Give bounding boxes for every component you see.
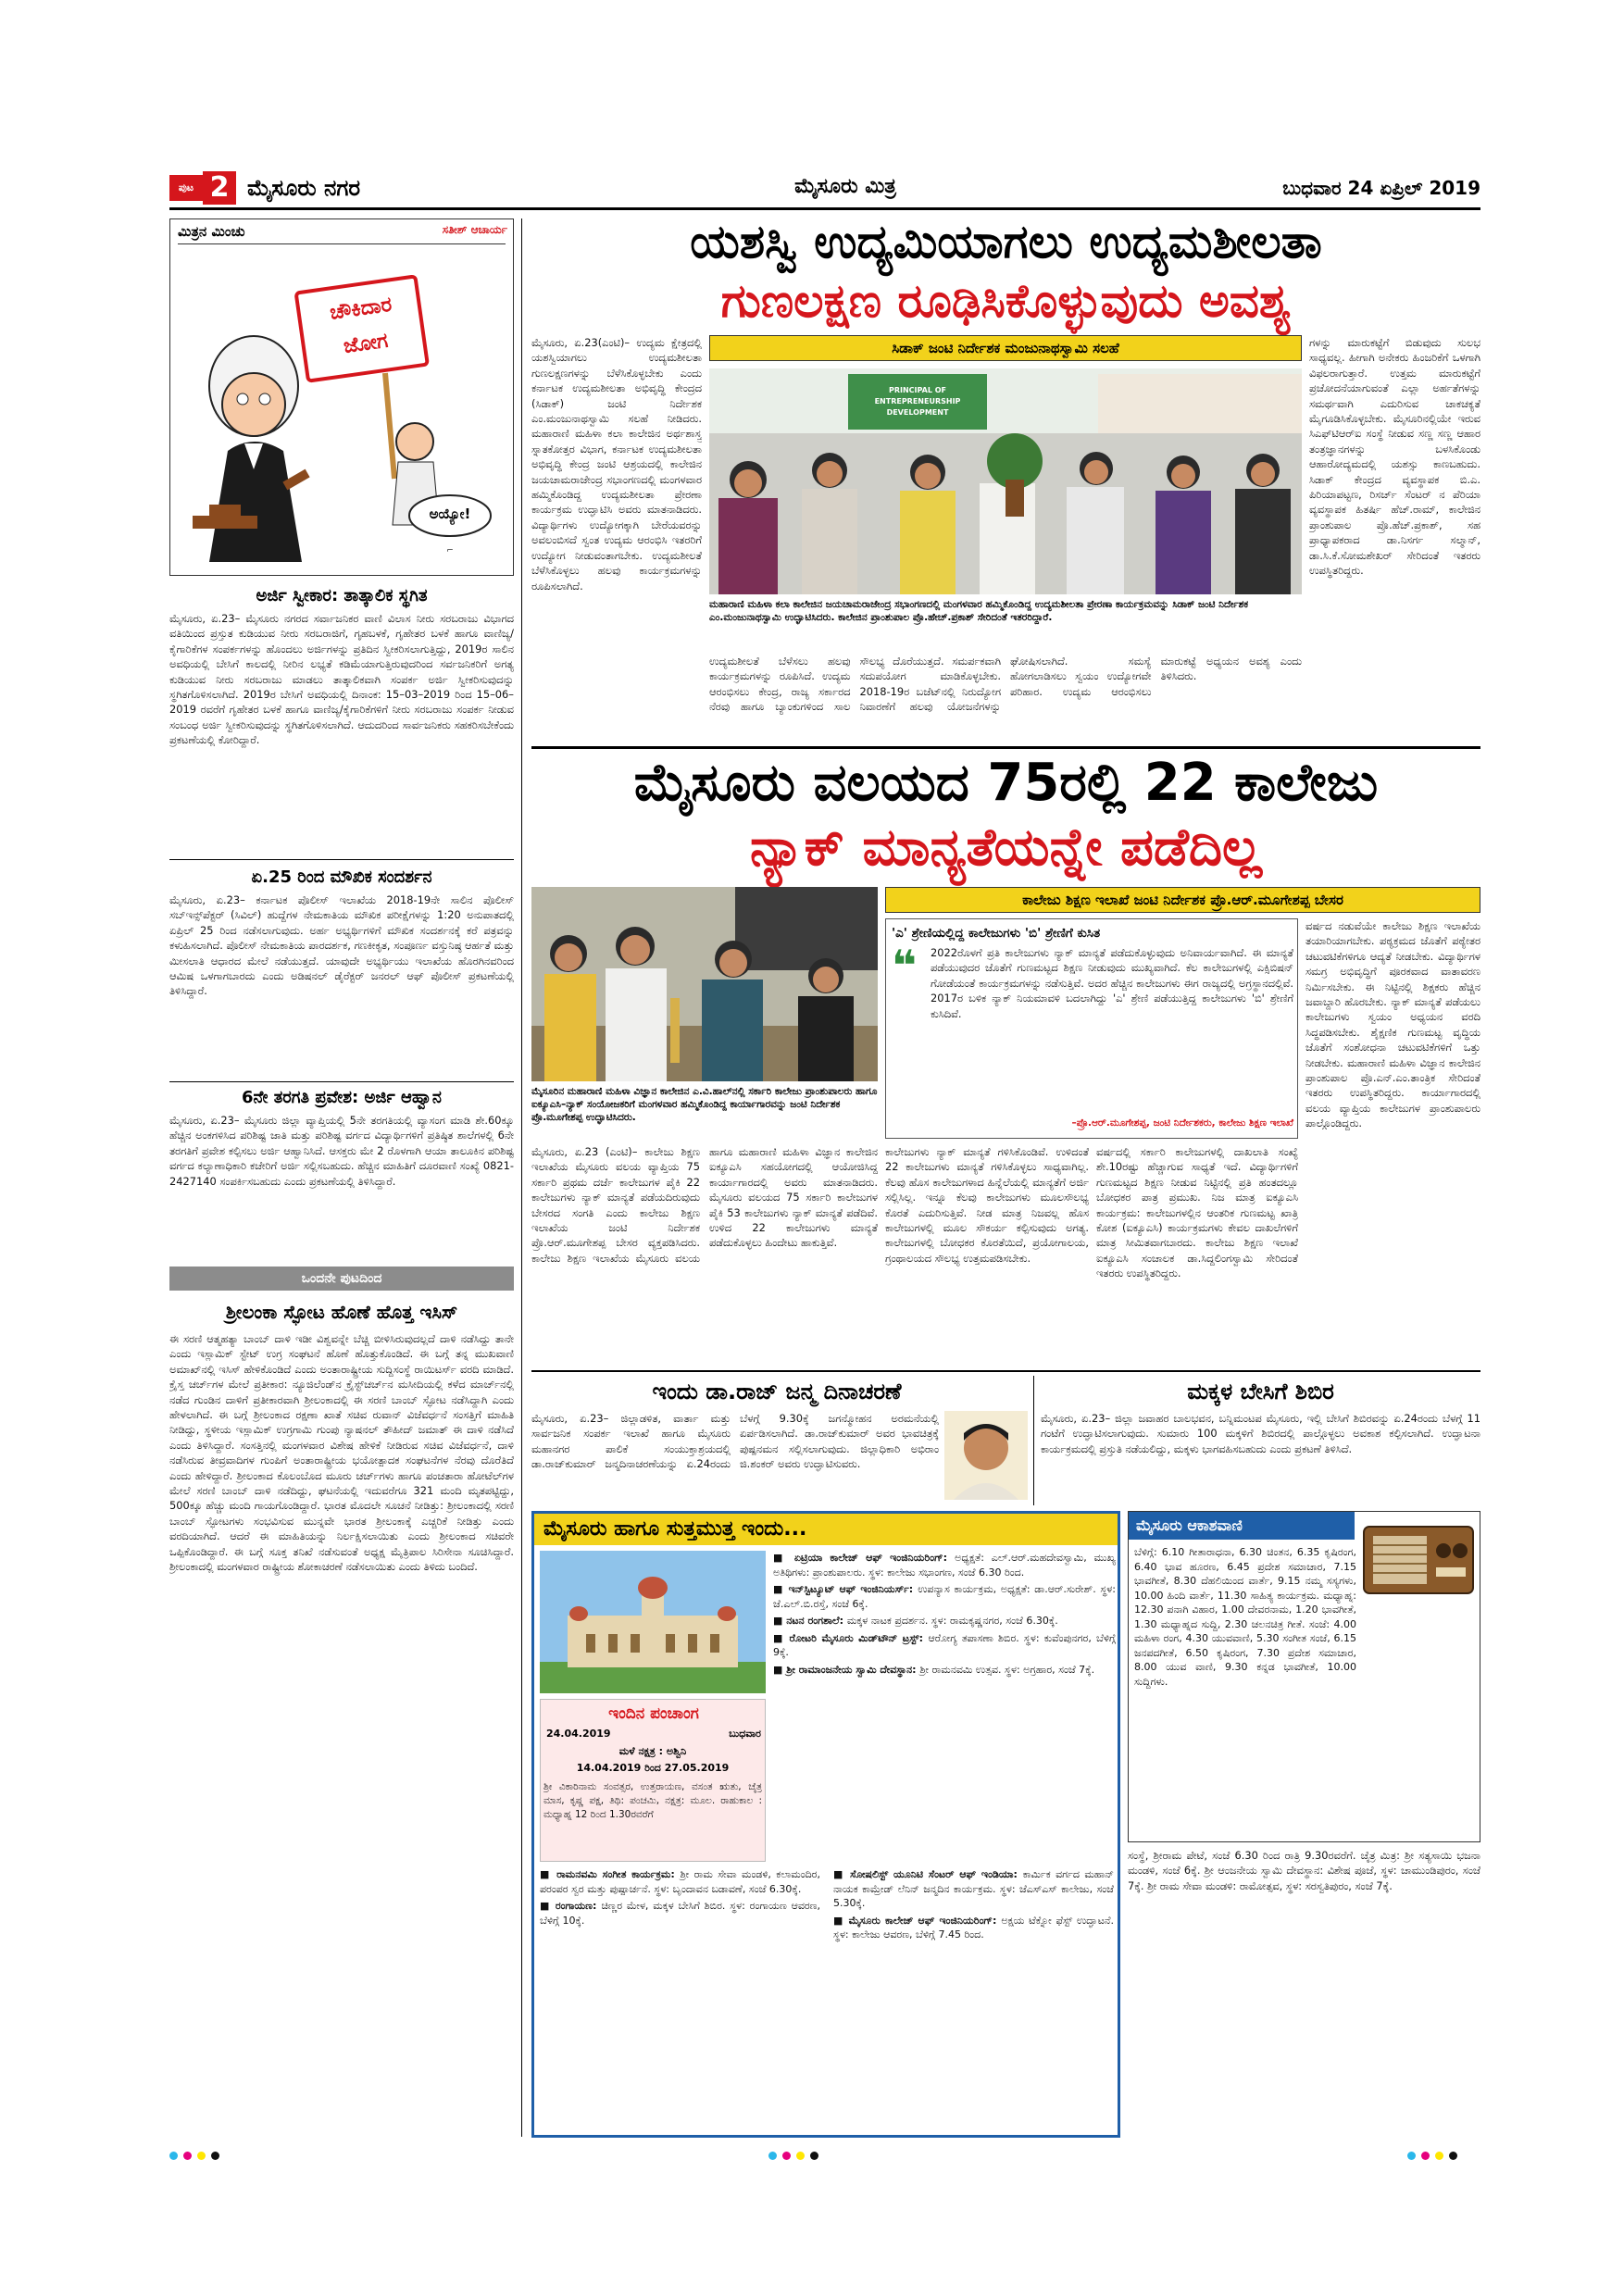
event-item-text: ಉಪನ್ಯಾಸ ಕಾರ್ಯಕ್ರಮ, ಅಧ್ಯಕ್ಷತೆ: ಡಾ.ಆರ್.ಸುರೇಶ್. ಸ್ಥಳ: ಜೆ.ಎಲ್.ಬಿ.ರಸ್ತೆ, ಸಂಜೆ 6ಕ್ಕೆ.	[773, 1583, 1116, 1610]
continued-band: ಒಂದನೇ ಪುಟದಿಂದ	[169, 1267, 514, 1291]
story2-headline-1: ಮೈಸೂರು ವಲಯದ 75ರಲ್ಲಿ 22 ಕಾಲೇಜು	[633, 753, 1379, 813]
s4-body: ಈ ಸರಣಿ ಆತ್ಮಹತ್ಯಾ ಬಾಂಬ್ ದಾಳಿ ಇಡೀ ವಿಶ್ವವನ್ನೇ ಬೆಚ್ಚಿ ಬೀಳಿಸಿರುವುದಲ್ಲದೆ ದಾಳಿ ನಡೆಸಿದ್ದು ತಾನೇ ಎಂದು ಇಸ್ಲಾಮಿಕ್ ಸ್ಟೇಟ್ ಉಗ್ರ ಸಂಘಟನೆ ಹೊಣೆ ಹೊತ್ತುಕೊಂಡಿದೆ. ಈ ಬಗ್ಗೆ ತನ್ನ ಮುಖವಾಣಿ ಅಮಾಖ್‌ನಲ್ಲಿ ಇಸಿಸ್ ಹೇಳಿಕೊಂಡಿದೆ ಎಂದು ಅಂತಾರಾಷ್ಟ್ರೀಯ ಸುದ್ದಿಸಂಸ್ಥೆ ರಾಯಿಟರ್ಸ್ ವರದಿ ಮಾಡಿದೆ. ಕ್ರೈಸ್ತ ಚರ್ಚ್‌ಗಳ ಮೇಲೆ ಪ್ರತೀಕಾರ: ನ್ಯೂಜಿಲೆಂಡ್‌ನ ಕ್ರೈಸ್ಟ್‌ಚರ್ಚ್‌ನ ಮಸೀದಿಯಲ್ಲಿ ಕಳೆದ ಮಾರ್ಚ್‌ನಲ್ಲಿ ನಡೆದ ಗುಂಡಿನ ದಾಳಿಗೆ ಪ್ರತೀಕಾರವಾಗಿ ಶ್ರೀಲಂಕಾದಲ್ಲಿ ಈ ಸರಣಿ ಬಾಂಬ್ ಸ್ಫೋಟ ನಡೆಸಿದ್ದಾಗಿ ಎಂದು ಹೇಳಲಾಗಿದೆ. ಈ ಬಗ್ಗೆ ಶ್ರೀಲಂಕಾದ ರಕ್ಷಣಾ ಖಾತೆ ಸಚಿವ ರುವಾನ್ ವಿಜೆವರ್ಧನೆ ಸಂಸತ್ತಿಗೆ ಮಾಹಿತಿ ನೀಡಿದ್ದು, ಸ್ಥಳೀಯ ಇಸ್ಲಾಮಿಕ್ ಉಗ್ರಗಾಮಿ ಗುಂಪು ನ್ಯಾಷನಲ್ ತೌಹೀದ್ ಜಮಾತ್ ಈ ದಾಳಿ ನಡೆಸಿದೆ ಎಂದು ತಿಳಿಸಿದ್ದಾರೆ. ಸಂಸತ್ತಿನಲ್ಲಿ ಮಂಗಳವಾರ ವಿಶೇಷ ಹೇಳಿಕೆ ನೀಡಿರುವ ಸಚಿವ ವಿಜೆವರ್ಧನೆ, ದಾಳಿ ನಡೆಸಿರುವ ತೀವ್ರವಾದಿಗಳ ಗುಂಪಿಗೆ ಅಂತಾರಾಷ್ಟ್ರೀಯ ಭಯೋತ್ಪಾದಕ ಸಂಘಟನೆಗಳ ನೆರವು ದೊರೆತಿದೆ ಎಂದು ಹೇಳಿದ್ದಾರೆ. ಶ್ರೀಲಂಕಾದ ಕೊಲಂಬೊದ ಮೂರು ಚರ್ಚ್‌ಗಳು ಹಾಗೂ ಪಂಚತಾರಾ ಹೋಟೆಲ್‌ಗಳ ಮೇಲೆ ಸರಣಿ ಬಾಂಬ್ ದಾಳಿ ನಡೆದಿದ್ದು, ಘಟನೆಯಲ್ಲಿ ಇದುವರೆಗೂ 321 ಮಂದಿ ಮೃತಪಟ್ಟಿದ್ದು, 500ಕ್ಕೂ ಹೆಚ್ಚು ಮಂದಿ ಗಾಯಗೊಂಡಿದ್ದಾರೆ. ಭಾರತ ಮೊದಲೇ ಸೂಚನೆ ನೀಡಿತ್ತು: ಶ್ರೀಲಂಕಾದಲ್ಲಿ ಸರಣಿ ಬಾಂಬ್ ಸ್ಫೋಟಗಳು ಸಂಭವಿಸುವ ಮುನ್ನವೇ ಭಾರತ ಶ್ರೀಲಂಕಾಕ್ಕೆ ಎಚ್ಚರಿಕೆ ನೀಡಿತ್ತು ಎಂದು ವರದಿಯಾಗಿದೆ. ಆದರೆ ಈ ಮಾಹಿತಿಯನ್ನು ನಿರ್ಲಕ್ಷಿಸಲಾಯಿತು ಎಂದು ಶ್ರೀಲಂಕಾದ ಸಚಿವರೇ ಒಪ್ಪಿಕೊಂಡಿದ್ದಾರೆ. ಈ ಬಗ್ಗೆ ಸೂಕ್ತ ತನಿಖೆ ನಡೆಸುವಂತೆ ಅಧ್ಯಕ್ಷ ಮೈತ್ರಿಪಾಲ ಸಿರಿಸೇನಾ ಸೂಚಿಸಿದ್ದಾರೆ. ಶ್ರೀಲಂಕಾದಲ್ಲಿ ಮಂಗಳವಾರ ರಾಷ್ಟ್ರೀಯ ಶೋಕಾಚರಣೆ ನಡೆಸಲಾಯಿತು ಎಂದು ತಿಳಿದು ಬಂದಿದೆ.	[169, 1332, 514, 1574]
story1-subhead: ಸಿಡಾಕ್ ಜಂಟಿ ನಿರ್ದೇಶಕ ಮಂಜುನಾಥಸ್ವಾಮಿ ಸಲಹೆ	[709, 335, 1302, 361]
s1-body: ಮೈಸೂರು, ಏ.23– ಮೈಸೂರು ನಗರದ ಸರ್ವಾಜನಿಕರ ವಾಣಿ ವಿಲಾಸ ನೀರು ಸರಬರಾಜು ವಿಭಾಗದ ವತಿಯಿಂದ ಪ್ರಸ್ತುತ ಕುಡಿಯುವ ನೀರು ಸರಬರಾಜಿಗೆ, ಗೃಹಬಳಕೆ, ಗೃಹೇತರ ಬಳಕೆ ಹಾಗೂ ವಾಣಿಜ್ಯ/ಕೈಗಾರಿಕೆಗಳ ಸಂಪರ್ಕಗಳನ್ನು ಹೊಂದಲು ಅರ್ಜಿಗಳನ್ನು ಪ್ರತಿದಿನ ಸ್ವೀಕರಿಸಲಾಗುತ್ತಿದ್ದು, 2019ರ ಸಾಲಿನ ಅವಧಿಯಲ್ಲಿ ಬೇಸಿಗೆ ಕಾಲದಲ್ಲಿ ನೀರಿನ ಲಭ್ಯತೆ ಕಡಿಮೆಯಾಗುತ್ತಿರುವುದರಿಂದ ಸರ್ವಜನಿಕರಿಗೆ ಅಗತ್ಯ ಕುಡಿಯುವ ನೀರು ಸರಬರಾಜು ಮಾಡಲು ತಾತ್ಕಾಲಿಕವಾಗಿ ಸಂಪರ್ಕ ಅರ್ಜಿ ಸ್ವೀಕರಿಸುವುದನ್ನು ಸ್ಥಗಿತಗೊಳಿಸಲಾಗಿದೆ. 2019ರ ಬೇಸಿಗೆ ಅವಧಿಯಲ್ಲಿ ದಿನಾಂಕ: 15–03–2019 ರಿಂದ 15–06–2019 ರವರೆಗೆ ಗೃಹೇತರ ಬಳಕೆ ಹಾಗೂ ವಾಣಿಜ್ಯ/ಕೈಗಾರಿಕೆಗಳಿಗೆ ನೀರು ಸರಬರಾಜು ಸಂಪರ್ಕ ನೀಡುವ ಸಂಬಂಧ ಅರ್ಜಿ ಸ್ವೀಕರಿಸುವುದನ್ನು ಸ್ಥಗಿತಗೊಳಿಸಲಾಗಿದೆ. ಆದುದರಿಂದ ಸಾರ್ವಜನಿಕರು ಸಹಕರಿಸಬೇಕೆಂದು ಪ್ರಕಟಣೆಯಲ್ಲಿ ಕೋರಿದ್ದಾರೆ.	[169, 612, 514, 747]
event-item	[833, 1914, 1114, 1942]
palace-photo	[540, 1551, 766, 1693]
event-item	[540, 1867, 820, 1896]
events-items-left	[540, 1867, 1114, 2132]
quote-text: 2022ರೊಳಗೆ ಪ್ರತಿ ಕಾಲೇಜುಗಳು ನ್ಯಾಕ್ ಮಾನ್ಯತೆ ಪಡೆದುಕೊಳ್ಳುವುದು ಅನಿವಾರ್ಯವಾಗಿದೆ. ಈ ಮಾನ್ಯತೆ ಪಡೆಯುವುದರ ಜೊತೆಗೆ ಗುಣಮಟ್ಟದ ಶಿಕ್ಷಣ ನೀಡುವುದು ಮುಖ್ಯವಾಗಿದೆ. ಕೆಲ ಕಾಲೇಜುಗಳಲ್ಲಿ ಎಕ್ಸಿಬಿಷನ್ ಗೋಡೆಯಂತೆ ಕಾರ್ಯಕ್ರಮಗಳನ್ನು ನಡೆಸುತ್ತಿವೆ. ಅದರ ಹೆಚ್ಚಿನ ಕಾಲೇಜುಗಳು ಈಗ ರಾಜ್ಯದಲ್ಲಿ ಅಗ್ರಸ್ಥಾನದಲ್ಲಿವೆ. 2017ರ ಬಳಿಕ ನ್ಯಾಕ್ ನಿಯಮಾವಳಿ ಬದಲಾಗಿದ್ದು 'ಎ' ಶ್ರೇಣಿ ಪಡೆಯುತ್ತಿದ್ದ ಕಾಲೇಜುಗಳು 'ಬಿ' ಶ್ರೇಣಿಗೆ ಕುಸಿದಿವೆ.	[931, 946, 1293, 1020]
page-number: 2	[203, 171, 236, 205]
events-items-right	[773, 1551, 1116, 1677]
event-item-text: ಅಕ್ಷಯ ಟೆಕ್ನೋ ಫೆಸ್ಟ್ ಉದ್ಘಾಟನೆ. ಸ್ಥಳ: ಕಾಲೇಜು ಆವರಣ, ಬೆಳಿಗ್ಗೆ 7.45 ರಿಂದ.	[833, 1914, 1114, 1940]
story2-divider	[531, 1370, 1480, 1372]
footer-color-dots-right	[1407, 2146, 1481, 2157]
quote-mark-icon: ❝	[892, 941, 917, 991]
event-item-text: ಅಧ್ಯಕ್ಷತೆ: ಎಲ್.ಆರ್.ಮಹದೇವಸ್ವಾಮಿ, ಮುಖ್ಯ ಅತಿಥಿಗಳು: ಪ್ರಾಂಶುಪಾಲರು. ಸ್ಥಳ: ಕಾಲೇಜು ಸಭಾಂಗಣ, ಸಂಜೆ 6.30 ರಿಂದ.	[773, 1552, 1116, 1578]
story1-caption: ಮಹಾರಾಣಿ ಮಹಿಳಾ ಕಲಾ ಕಾಲೇಜಿನ ಜಯಚಾಮರಾಜೇಂದ್ರ ಸಭಾಂಗಣದಲ್ಲಿ ಮಂಗಳವಾರ ಹಮ್ಮಿಕೊಂಡಿದ್ದ ಉದ್ಯಮಶೀಲತಾ ಪ್ರೇರಣಾ ಕಾರ್ಯಕ್ರಮವನ್ನು ಸಿಡಾಕ್ ಜಂಟಿ ನಿರ್ದೇಶಕ ಎಂ.ಮಂಜುನಾಥಸ್ವಾಮಿ ಉದ್ಘಾಟಿಸಿದರು. ಕಾಲೇಜಿನ ಪ್ರಾಂಶುಪಾಲ ಪ್ರೊ.ಹೇಚ್.ಪ್ರಕಾಶ್ ಸೇರಿದಂತೆ ಇತರರಿದ್ದಾರೆ.	[709, 599, 1249, 623]
story2-photo	[531, 887, 878, 1081]
events-box	[531, 1511, 1120, 2138]
s1-rule	[169, 859, 514, 860]
footer-color-dots-left	[169, 2146, 244, 2157]
left-col-divider	[521, 218, 522, 2137]
story1-divider	[531, 746, 1480, 749]
camp-body: ಮೈಸೂರು, ಏ.23– ಜಿಲ್ಲಾ ಜವಾಹರ ಬಾಲಭವನ, ಬನ್ನಿಮಂಟಪ ಮೈಸೂರು, ಇಲ್ಲಿ ಬೇಸಿಗೆ ಶಿಬಿರವನ್ನು ಏ.24ರಂದು ಬೆಳಗ್ಗೆ 11 ಗಂಟೆಗೆ ಉದ್ಘಾಟಿಸಲಾಗುವುದು. ಸುಮಾರು 100 ಮಕ್ಕಳಿಗೆ ಶಿಬಿರದಲ್ಲಿ ಪಾಲ್ಗೊಳ್ಳಲು ಅವಕಾಶ ಕಲ್ಪಿಸಲಾಗಿದೆ. ಉದ್ಘಾಟನಾ ಕಾರ್ಯಕ್ರಮದಲ್ಲಿ ಪ್ರಸ್ತುತಿ ನಡೆಯಲಿದ್ದು, ಮಕ್ಕಳು ಭಾಗವಹಿಸಬಹುದು ಎಂದು ಪ್ರಕಟಣೆ ತಿಳಿಸಿದೆ.	[1041, 1412, 1480, 1455]
panchanga-title: ಇಂದಿನ ಪಂಚಾಂಗ	[608, 1704, 699, 1723]
event-item	[773, 1663, 1116, 1678]
story1-photo	[709, 368, 1302, 594]
event-item-lead: ■ ಏಟ್ರಿಯಾ ಕಾಲೇಜ್ ಆಫ್ ಇಂಜಿನಿಯರಿಂಗ್:	[773, 1552, 956, 1564]
quote-box	[885, 918, 1298, 1139]
rajkumar-body: ಮೈಸೂರು, ಏ.23– ಜಿಲ್ಲಾಡಳಿತ, ವಾರ್ತಾ ಮತ್ತು ಸಾರ್ವಜನಿಕ ಸಂಪರ್ಕ ಇಲಾಖೆ ಹಾಗೂ ಮೈಸೂರು ಮಹಾನಗರ ಪಾಲಿಕೆ ಸಂಯುಕ್ತಾಶ್ರಯದಲ್ಲಿ ಡಾ.ರಾಜ್‌ಕುಮಾರ್ ಜನ್ಮದಿನಾಚರಣೆಯನ್ನು ಏ.24ರಂದು ಬೆಳಗ್ಗೆ 9.30ಕ್ಕೆ ಜಗನ್ಮೋಹನ ಅರಮನೆಯಲ್ಲಿ ಏರ್ಪಡಿಸಲಾಗಿದೆ. ಡಾ.ರಾಜ್‌ಕುಮಾರ್ ಅವರ ಭಾವಚಿತ್ರಕ್ಕೆ ಪುಷ್ಪನಮನ ಸಲ್ಲಿಸಲಾಗುವುದು. ಜಿಲ್ಲಾಧಿಕಾರಿ ಅಭಿರಾಂ ಜಿ.ಶಂಕರ್ ಅವರು ಉದ್ಘಾಟಿಸುವರು.	[531, 1412, 939, 1471]
radio-title: ಮೈಸೂರು ಆಕಾಶವಾಣಿ	[1129, 1512, 1355, 1540]
cartoon-sign-text: ಚೌಕಿದಾರ ಜೋಗ	[328, 293, 394, 359]
story2-body-3: ವರ್ಷದಲ್ಲಿ ಸರ್ಕಾರಿ ಕಾಲೇಜುಗಳಲ್ಲಿ ದಾಖಲಾತಿ ಸಂಖ್ಯೆ ಶೇ.10ರಷ್ಟು ಹೆಚ್ಚಾಗುವ ಸಾಧ್ಯತೆ ಇದೆ. ವಿದ್ಯಾರ್ಥಿಗಳಿಗೆ ಗುಣಮಟ್ಟದ ಶಿಕ್ಷಣ ನೀಡುವ ನಿಟ್ಟಿನಲ್ಲಿ ಪ್ರತಿ ಹಂತದಲ್ಲೂ ಬೋಧಕರ ಪಾತ್ರ ಪ್ರಮುಖ. ನಿಜ ಮಾತ್ರ ಐಕ್ಯೂಎಸಿ ಕಾರ್ಯಕ್ರಮ: ಕಾಲೇಜುಗಳಲ್ಲಿನ ಆಂತರಿಕ ಗುಣಮಟ್ಟ ಖಾತ್ರಿ ಕೋಶ (ಐಕ್ಯೂಎಸಿ) ಕಾರ್ಯಕ್ರಮಗಳು ಕೇವಲ ದಾಖಲೆಗಳಿಗೆ ಮಾತ್ರ ಸೀಮಿತವಾಗಬಾರದು. ಕಾಲೇಜು ಶಿಕ್ಷಣ ಇಲಾಖೆ ಐಕ್ಯೂಎಸಿ ಸಂಚಾಲಕ ಡಾ.ಸಿದ್ದಲಿಂಗಸ್ವಾಮಿ ಸೇರಿದಂತೆ ಇತರರು ಉಪಸ್ಥಿತರಿದ್ದರು.	[1096, 1145, 1298, 1280]
event-item-lead: ■ ಮೈಸೂರು ಕಾಲೇಜ್ ಆಫ್ ಇಂಜಿನಿಯರಿಂಗ್:	[833, 1914, 1002, 1927]
quote-title: 'ಎ' ಶ್ರೇಣಿಯಲ್ಲಿದ್ದ ಕಾಲೇಜುಗಳು 'ಬಿ' ಶ್ರೇಣಿಗೆ ಕುಸಿತ	[892, 926, 1101, 941]
event-item-lead: ■ ಸೋಷಲಿಸ್ಟ್ ಯೂನಿಟಿ ಸೆಂಟರ್ ಆಫ್ ಇಂಡಿಯಾ:	[833, 1868, 1023, 1880]
story2-subhead: ಕಾಲೇಜು ಶಿಕ್ಷಣ ಇಲಾಖೆ ಜಂಟಿ ನಿರ್ದೇಶಕ ಪ್ರೊ.ಆರ್.ಮೂಗೇಶಪ್ಪ ಬೇಸರ	[885, 887, 1480, 913]
event-item-text: ಶ್ರೀ ರಾಮನವಮಿ ಉತ್ಸವ. ಸ್ಥಳ: ಅಗ್ರಹಾರ, ಸಂಜೆ 7ಕ್ಕೆ.	[919, 1663, 1095, 1676]
panchanga-date: 24.04.2019	[546, 1728, 611, 1740]
story2-body-2: ಕಾಲೇಜುಗಳು ನ್ಯಾಕ್ ಮಾನ್ಯತೆ ಗಳಿಸಿಕೊಂಡಿವೆ. ಉಳಿದಂತೆ 22 ಕಾಲೇಜುಗಳು ಮಾನ್ಯತೆ ಗಳಿಸಿಕೊಳ್ಳಲು ಸಾಧ್ಯವಾಗಿಲ್ಲ. ಕೆಲವು ಹೊಸ ಕಾಲೇಜುಗಳಾದ ಹಿನ್ನೆಲೆಯಲ್ಲಿ ಮಾನ್ಯತೆಗೆ ಅರ್ಜಿ ಸಲ್ಲಿಸಿಲ್ಲ. ಇನ್ನೂ ಕೆಲವು ಕಾಲೇಜುಗಳು ಮೂಲಸೌಲಭ್ಯ ಕೊರತೆ ಎದುರಿಸುತ್ತಿವೆ. ನೀಡ ಮಾತ್ರ ನಿಜವಲ್ಲ ಹೊಸ ಕಾಲೇಜುಗಳಲ್ಲಿ ಮೂಲ ಸೌಕರ್ಯ ಕಲ್ಪಿಸುವುದು ಅಗತ್ಯ. ಕಾಲೇಜುಗಳಲ್ಲಿ ಬೋಧಕರ ಕೊರತೆಯಿದೆ, ಪ್ರಯೋಗಾಲಯ, ಗ್ರಂಥಾಲಯದ ಸೌಲಭ್ಯ ಉತ್ತಮಪಡಿಸಬೇಕು.	[885, 1145, 1089, 1265]
story1-headline-2: ಗುಣಲಕ್ಷಣ ರೂಢಿಸಿಕೊಳ್ಳುವುದು ಅವಶ್ಯ	[720, 274, 1292, 328]
event-item-text: ಚಿಣ್ಣರ ಮೇಳ, ಮಕ್ಕಳ ಬೇಸಿಗೆ ಶಿಬಿರ. ಸ್ಥಳ: ರಂಗಾಯಣ ಆವರಣ, ಬೆಳಿಗ್ಗೆ 10ಕ್ಕೆ.	[540, 1900, 821, 1927]
cartoon-title: ಮಿತ್ರನ ಮಿಂಚು	[178, 223, 245, 240]
s2-body: ಮೈಸೂರು, ಏ.23– ಕರ್ನಾಟಕ ಪೊಲೀಸ್ ಇಲಾಖೆಯ 2018-19ನೇ ಸಾಲಿನ ಪೊಲೀಸ್ ಸಬ್‌ಇನ್ಸ್‌ಪೆಕ್ಟರ್ (ಸಿವಿಲ್) ಹುದ್ದೆಗಳ ನೇಮಕಾತಿಯ ಮೌಖಿಕ ಪರೀಕ್ಷೆಗಳನ್ನು 1:20 ಅನುಪಾತದಲ್ಲಿ ಏಪ್ರಿಲ್ 25 ರಿಂದ ನಡೆಸಲಾಗುವುದು. ಅರ್ಹ ಅಭ್ಯರ್ಥಿಗಳಿಗೆ ಮೌಖಿಕ ಸಂದರ್ಶನಕ್ಕೆ ಕರೆ ಪತ್ರವನ್ನು ಕಳುಹಿಸಲಾಗಿದೆ. ಪೊಲೀಸ್ ನೇಮಕಾತಿಯ ಪಾರದರ್ಶಕ, ಗಣಕೀಕೃತ, ಸಂಪೂರ್ಣ ವಸ್ತುನಿಷ್ಠ ಆರ್ಹತೆ ಮತ್ತು ಮೀಸಲಾತಿ ಆಧಾರದ ಮೇಲೆ ನಡೆಯುತ್ತದೆ. ಯಾವುದೇ ಅಭ್ಯರ್ಥಿಯು ಇಲಾಖೆಯ ಹೊರಗಿನವರಿಂದ ಆಮಿಷ ಒಳಗಾಗಬಾರದು ಎಂದು ಅಡಿಷನಲ್ ಡೈರೆಕ್ಟರ್ ಜನರಲ್ ಆಫ್ ಪೊಲೀಸ್ ಪ್ರಕಟಣೆಯಲ್ಲಿ ತಿಳಿಸಿದ್ದಾರೆ.	[169, 893, 514, 998]
event-item-text: ಶ್ರೀ ರಾಮ ಸೇವಾ ಮಂಡಳಿ, ಕಲಾಮಂದಿರ, ಪರಂಪರ ಸ್ವರ ಮತ್ತು ಪುಷ್ಪಾರ್ಚನೆ. ಸ್ಥಳ: ಬೃಂದಾವನ ಬಡಾವಣೆ, ಸಂಜೆ 6.30ಕ್ಕೆ.	[540, 1868, 820, 1895]
panchanga-body: ಶ್ರೀ ವಿಕಾರಿನಾಮ ಸಂವತ್ಸರ, ಉತ್ತರಾಯಣ, ವಸಂತ ಋತು, ಚೈತ್ರ ಮಾಸ, ಕೃಷ್ಣ ಪಕ್ಷ, ತಿಥಿ: ಪಂಚಮಿ, ನಕ್ಷತ್ರ: ಮೂಲ. ರಾಹುಕಾಲ : ಮಧ್ಯಾಹ್ನ 12 ರಿಂದ 1.30ರವರೆಗೆ	[543, 1781, 762, 1820]
cartoon-artist: ಸತೀಶ್ ಆಚಾರ್ಯ	[442, 223, 507, 236]
s3-title: 6ನೇ ತರಗತಿ ಪ್ರವೇಶ: ಅರ್ಜಿ ಆಹ್ವಾನ	[242, 1088, 442, 1107]
story1-photo-banner: PRINCIPAL OF ENTREPRENEURSHIP DEVELOPMENT	[874, 386, 961, 417]
events-title: ಮೈಸೂರು ಹಾಗೂ ಸುತ್ತಮುತ್ತ ಇಂದು...	[534, 1514, 1118, 1545]
event-item	[540, 1899, 820, 1928]
issue-date: ಬುಧವಾರ 24 ಏಪ್ರಿಲ್ 2019	[1282, 177, 1480, 199]
quote-attribution: –ಪ್ರೊ.ಆರ್.ಮೂಗೇಶಪ್ಪ, ಜಂಟಿ ನಿರ್ದೇಶಕರು, ಕಾಲೇಜು ಶಿಕ್ಷಣ ಇಲಾಖೆ	[1071, 1117, 1293, 1129]
event-item-text: ಮಕ್ಕಳ ನಾಟಕ ಪ್ರದರ್ಶನ. ಸ್ಥಳ: ರಾಮಕೃಷ್ಣನಗರ, ಸಂಜೆ 6.30ಕ್ಕೆ.	[846, 1615, 1058, 1627]
events-left-list	[540, 1867, 1114, 2132]
s2-title: ಏ.25 ರಿಂದ ಮೌಖಿಕ ಸಂದರ್ಶನ	[251, 867, 432, 887]
masthead: ಮೈಸೂರು ಮಿತ್ರ	[794, 175, 896, 198]
s1-title: ಅರ್ಜಿ ಸ್ವೀಕಾರ: ತಾತ್ಕಾಲಿಕ ಸ್ಥಗಿತ	[256, 586, 428, 605]
radio-body: ಬೆಳಿಗ್ಗೆ: 6.10 ಗೀತಾರಾಧನಾ, 6.30 ಚಿಂತನ, 6.35 ಕೃಷಿರಂಗ, 6.40 ಭಾವ ಹೂರಣ, 6.45 ಪ್ರದೇಶ ಸಮಾಚಾರ, 7.15 ಭಾವಗೀತೆ, 8.30 ದೆಹಲಿಯಿಂದ ವಾರ್ತೆ, 9.15 ನಮ್ಮ ಸಸ್ಯಗಳು, 10.00 ಹಿಂದಿ ವಾರ್ತೆ, 11.30 ಸಾಹಿತ್ಯ ಕಾರ್ಯಕ್ರಮ. ಮಧ್ಯಾಹ್ನ: 12.30 ಪನಾಗಿ ವಿಹಾರ, 1.00 ದೇವರನಾಮ, 1.20 ಭಾವಗೀತೆ, 1.30 ಮಧ್ಯಾಹ್ನದ ಸುದ್ದಿ, 2.30 ಚಲನಚಿತ್ರ ಗೀತೆ. ಸಂಜೆ: 4.00 ಮಹಿಳಾ ರಂಗ, 4.30 ಯುವವಾಣಿ, 5.30 ಸಂಗೀತ ಸಂಜೆ, 6.15 ಜನಪದಗೀತೆ, 6.50 ಕೃಷಿರಂಗ, 7.30 ಪ್ರದೇಶ ಸಮಾಚಾರ, 8.00 ಯುವ ವಾಣಿ, 9.30 ಕನ್ನಡ ಭಾವಗೀತೆ, 10.00 ಸುದ್ದಿಗಳು.	[1134, 1546, 1356, 1688]
story1-col1: ಮೈಸೂರು, ಏ.23(ಎಂಟಿ)– ಉದ್ಯಮ ಕ್ಷೇತ್ರದಲ್ಲಿ ಯಶಸ್ವಿಯಾಗಲು ಉದ್ಯಮಶೀಲತಾ ಗುಣಲಕ್ಷಣಗಳನ್ನು ಬೆಳೆಸಿಕೊಳ್ಳಬೇಕು ಎಂದು ಕರ್ನಾಟಕ ಉದ್ಯಮಶೀಲತಾ ಅಭಿವೃದ್ಧಿ ಕೇಂದ್ರದ (ಸಿಡಾಕ್) ಜಂಟಿ ನಿರ್ದೇಶಕ ಎಂ.ಮಂಜುನಾಥಸ್ವಾಮಿ ಸಲಹೆ ನೀಡಿದರು. ಮಹಾರಾಣಿ ಮಹಿಳಾ ಕಲಾ ಕಾಲೇಜಿನ ಅರ್ಥಶಾಸ್ತ್ರ ಸ್ನಾತಕೋತ್ತರ ವಿಭಾಗ, ಕರ್ನಾಟಕ ಉದ್ಯಮಶೀಲತಾ ಅಭಿವೃದ್ಧಿ ಕೇಂದ್ರ ಜಂಟಿ ಆಶ್ರಯದಲ್ಲಿ ಕಾಲೇಜಿನ ಜಯಚಾಮರಾಜೇಂದ್ರ ಸಭಾಂಗಣದಲ್ಲಿ ಮಂಗಳವಾರ ಹಮ್ಮಿಕೊಂಡಿದ್ದ ಉದ್ಯಮಶೀಲತಾ ಪ್ರೇರಣಾ ಕಾರ್ಯಕ್ರಮ ಉದ್ಘಾಟಿಸಿ ಅವರು ಮಾತನಾಡಿದರು. ವಿದ್ಯಾರ್ಥಿಗಳು ಉದ್ಯೋಗಕ್ಕಾಗಿ ಬೇರೆಯವರನ್ನು ಅವಲಂಬಿಸದೆ ಸ್ವಂತ ಉದ್ಯಮ ಆರಂಭಿಸಿ ಇತರರಿಗೆ ಉದ್ಯೋಗ ನೀಡುವಂತಾಗಬೇಕು. ಉದ್ಯಮಶೀಲತೆ ಬೆಳೆಸಿಕೊಳ್ಳಲು ಹಲವು ಕಾರ್ಯಕ್ರಮಗಳನ್ನು ರೂಪಿಸಲಾಗಿದೆ.	[531, 336, 702, 593]
event-item	[773, 1582, 1116, 1611]
panchanga-detail	[540, 1745, 766, 1856]
rajkumar-photo	[944, 1411, 1028, 1500]
event-item-lead: ■ ಶ್ರೀ ರಾಮಾಂಜನೇಯ ಸ್ವಾಮಿ ದೇವಸ್ಥಾನ:	[773, 1663, 920, 1676]
event-item-lead: ■ ನಟನ ರಂಗಶಾಲೆ:	[773, 1615, 847, 1627]
event-item	[773, 1631, 1116, 1660]
camp-divider	[1033, 1376, 1034, 1505]
story2-body-1: ಮೈಸೂರು, ಏ.23 (ಎಂಟಿ)– ಕಾಲೇಜು ಶಿಕ್ಷಣ ಇಲಾಖೆಯ ಮೈಸೂರು ವಲಯ ವ್ಯಾಪ್ತಿಯ 75 ಸರ್ಕಾರಿ ಪ್ರಥಮ ದರ್ಜೆ ಕಾಲೇಜುಗಳ ಪೈಕಿ 22 ಕಾಲೇಜುಗಳು ನ್ಯಾಕ್ ಮಾನ್ಯತೆ ಪಡೆಯದಿರುವುದು ಬೇಸರದ ಸಂಗತಿ ಎಂದು ಕಾಲೇಜು ಶಿಕ್ಷಣ ಇಲಾಖೆಯ ಜಂಟಿ ನಿರ್ದೇಶಕ ಪ್ರೊ.ಆರ್.ಮೂಗೇಶಪ್ಪ ಬೇಸರ ವ್ಯಕ್ತಪಡಿಸಿದರು. ಕಾಲೇಜು ಶಿಕ್ಷಣ ಇಲಾಖೆಯ ಮೈಸೂರು ವಲಯ ಹಾಗೂ ಮಹಾರಾಣಿ ಮಹಿಳಾ ವಿಜ್ಞಾನ ಕಾಲೇಜಿನ ಐಕ್ಯೂಎಸಿ ಸಹಯೋಗದಲ್ಲಿ ಆಯೋಜಿಸಿದ್ದ ಕಾರ್ಯಾಗಾರದಲ್ಲಿ ಅವರು ಮಾತನಾಡಿದರು. ಮೈಸೂರು ವಲಯದ 75 ಸರ್ಕಾರಿ ಕಾಲೇಜುಗಳ ಪೈಕಿ 53 ಕಾಲೇಜುಗಳು ನ್ಯಾಕ್ ಮಾನ್ಯತೆ ಪಡೆದಿವೆ. ಉಳಿದ 22 ಕಾಲೇಜುಗಳು ಮಾನ್ಯತೆ ಪಡೆದುಕೊಳ್ಳಲು ಹಿಂದೇಟು ಹಾಕುತ್ತಿವೆ.	[531, 1145, 878, 1265]
header-rule	[169, 207, 1480, 210]
panchanga-range: 14.04.2019 ರಿಂದ 27.05.2019	[576, 1762, 730, 1774]
page-header	[169, 171, 1480, 205]
event-item-lead: ■ ರಂಗಾಯಣ:	[540, 1900, 602, 1912]
s4-title: ಶ್ರೀಲಂಕಾ ಸ್ಫೋಟ ಹೊಣೆ ಹೊತ್ತ ಇಸಿಸ್	[225, 1301, 458, 1323]
panchanga-star-text: ಮಳೆ ನಕ್ಷತ್ರ : ಅಶ್ವಿನಿ	[618, 1745, 687, 1757]
section-name: ಮೈಸೂರು ನಗರ	[247, 175, 361, 201]
event-item	[833, 1867, 1114, 1911]
story1-headline-1: ಯಶಸ್ವಿ ಉದ್ಯಮಿಯಾಗಲು ಉದ್ಯಮಶೀಲತಾ	[690, 215, 1322, 268]
event-item	[773, 1614, 1116, 1628]
camp-title: ಮಕ್ಕಳ ಬೇಸಿಗೆ ಶಿಬಿರ	[1187, 1379, 1334, 1404]
page-label: ಪುಟ	[169, 175, 203, 201]
panchanga-day: ಬುಧವಾರ	[729, 1728, 761, 1740]
story2-caption: ಮೈಸೂರಿನ ಮಹಾರಾಣಿ ಮಹಿಳಾ ವಿಜ್ಞಾನ ಕಾಲೇಜಿನ ಎ.ವಿ.ಹಾಲ್‌ನಲ್ಲಿ ಸರ್ಕಾರಿ ಕಾಲೇಜು ಪ್ರಾಂಶುಪಾಲರು ಹಾಗೂ ಐಕ್ಯೂಎಸಿ–ನ್ಯಾಕ್ ಸಂಯೋಜಕರಿಗೆ ಮಂಗಳವಾರ ಹಮ್ಮಿಕೊಂಡಿದ್ದ ಕಾರ್ಯಾಗಾರವನ್ನು ಜಂಟಿ ನಿರ್ದೇಶಕ ಪ್ರೊ.ಮೂಗೇಶಪ್ಪ ಉದ್ಘಾಟಿಸಿದರು.	[531, 1086, 878, 1123]
event-item-text: ಕಾರ್ಮಿಕ ವರ್ಗದ ಮಹಾನ್ ನಾಯಕ ಕಾಮ್ರೇಡ್ ಲೆನಿನ್ ಜನ್ಮದಿನ ಕಾರ್ಯಕ್ರಮ. ಸ್ಥಳ: ಜೆಎಸ್‌ಎಸ್ ಕಾಲೇಜು, ಸಂಜೆ 5.30ಕ್ಕೆ.	[833, 1868, 1114, 1909]
story1-bottom: ಉದ್ಯಮಶೀಲತೆ ಬೆಳೆಸಲು ಹಲವು ಕಾರ್ಯಕ್ರಮಗಳನ್ನು ರೂಪಿಸಿದೆ. ಉದ್ಯಮ ಆರಂಭಿಸಲು ಕೇಂದ್ರ, ರಾಜ್ಯ ಸರ್ಕಾರದ ನೆರವು ಹಾಗೂ ಬ್ಯಾಂಕುಗಳಿಂದ ಸಾಲ ಸೌಲಭ್ಯ ದೊರೆಯುತ್ತದೆ. ಸಮರ್ಪಕವಾಗಿ ಸದುಪಯೋಗ ಮಾಡಿಕೊಳ್ಳಬೇಕು. 2018-19ರ ಬಜೆಟ್‌ನಲ್ಲಿ ನಿರುದ್ಯೋಗ ನಿವಾರಣೆಗೆ ಹಲವು ಯೋಜನೆಗಳನ್ನು ಘೋಷಿಸಲಾಗಿದೆ. ಸಮಸ್ಯೆ ಹೋಗಲಾಡಿಸಲು ಸ್ವಯಂ ಉದ್ಯೋಗವೇ ಪರಿಹಾರ. ಉದ್ಯಮ ಆರಂಭಿಸಲು ಮಾರುಕಟ್ಟೆ ಅಧ್ಯಯನ ಅವಶ್ಯ ಎಂದು ತಿಳಿಸಿದರು.	[709, 655, 1302, 714]
cartoon-box	[169, 218, 514, 576]
cartoon-bubble-text: ಅಯ್ಯೋ!	[429, 505, 471, 522]
story2-headline-2: ನ್ಯಾಕ್ ಮಾನ್ಯತೆಯನ್ನೇ ಪಡೆದಿಲ್ಲ	[750, 817, 1262, 878]
s2-rule	[169, 1081, 514, 1082]
story1-col4: ಗಳನ್ನು ಮಾರುಕಟ್ಟೆಗೆ ಬಿಡುವುದು ಸುಲಭ ಸಾಧ್ಯವಲ್ಲ. ಹೀಗಾಗಿ ಅನೇಕರು ಹಿಂಜರಿಕೆಗೆ ಒಳಗಾಗಿ ವಿಫಲರಾಗುತ್ತಾರೆ. ಉತ್ತಮ ಮಾರುಕಟ್ಟೆಗೆ ಪ್ರಚೋದನೆಯಾಗುವಂತೆ ಎಲ್ಲಾ ಅರ್ಹತೆಗಳನ್ನು ಸಮರ್ಥವಾಗಿ ಎದುರಿಸುವ ಚಾಕಚಕ್ಯತೆ ಮೈಗೂಡಿಸಿಕೊಳ್ಳಬೇಕು. ಮೈಸೂರಿನಲ್ಲಿಯೇ ಇರುವ ಸಿಎಫ್‌ಟಿಆರ್‌ಐ ಸಂಸ್ಥೆ ನೀಡುವ ಸಣ್ಣ ಸಣ್ಣ ಆಹಾರ ತಂತ್ರಜ್ಞಾನಗಳನ್ನು ಬಳಸಿಕೊಂಡು ಆಹಾರೋದ್ಯಮದಲ್ಲಿ ಯಶಸ್ಸು ಕಾಣಬಹುದು. ಸಿಡಾಕ್ ಕೇಂದ್ರದ ವ್ಯವಸ್ಥಾಪಕ ಬಿ.ಎ. ಪಿರಿಯಾಪಟ್ಟಣ, ರಿಸರ್ಚ್ ಸೆಂಟರ್ ನ ಪೆರಿಯಾ ವ್ಯವಸ್ಥಾಪಕ ಹಿತರ್ಷಿ ಹೆಚ್.ರಾಮ್, ಕಾಲೇಜಿನ ಪ್ರಾಂಶುಪಾಲ ಪ್ರೊ.ಹೆಚ್.ಪ್ರಕಾಶ್, ಸಹ ಪ್ರಾಧ್ಯಾಪಕರಾದ ಡಾ.ನಿಸರ್ಗ ಸಲ್ಮಾನ್, ಡಾ.ಸಿ.ಕೆ.ಸೋಮಶೇಖರ್ ಸೇರಿದಂತೆ ಇತರರು ಉಪಸ್ಥಿತರಿದ್ದರು.	[1309, 336, 1480, 578]
svg-text:⌐: ⌐	[446, 546, 454, 555]
rajkumar-title: ಇಂದು ಡಾ.ರಾಜ್ ಜನ್ಮ ದಿನಾಚರಣೆ	[652, 1379, 902, 1404]
events-right-list	[773, 1551, 1116, 1856]
cartoon-rule	[178, 243, 506, 244]
event-item-lead: ■ ರಾಮನವಮಿ ಸಂಗೀತ ಕಾರ್ಯಕ್ರಮ:	[540, 1868, 681, 1880]
footer-color-dots-center	[768, 2146, 843, 2157]
event-item	[773, 1551, 1116, 1579]
radio-icon	[1358, 1514, 1479, 1603]
s3-body: ಮೈಸೂರು, ಏ.23– ಮೈಸೂರು ಜಿಲ್ಲಾ ವ್ಯಾಪ್ತಿಯಲ್ಲಿ 5ನೇ ತರಗತಿಯಲ್ಲಿ ವ್ಯಾಸಂಗ ಮಾಡಿ ಶೇ.60ಕ್ಕೂ ಹೆಚ್ಚಿನ ಅಂಕಗಳಿಸಿದ ಪರಿಶಿಷ್ಟ ಜಾತಿ ಮತ್ತು ಪರಿಶಿಷ್ಟ ವರ್ಗದ ವಿದ್ಯಾರ್ಥಿಗಳಿಗೆ ಪ್ರತಿಷ್ಠಿತ ಶಾಲೆಗಳಲ್ಲಿ 6ನೇ ತರಗತಿಗೆ ಪ್ರವೇಶ ಕಲ್ಪಿಸಲು ಅರ್ಜಿ ಆಹ್ವಾನಿಸಿದೆ. ಆಸಕ್ತರು ಮೇ 2 ರೊಳಗಾಗಿ ಆಯಾ ತಾಲೂಕಿನ ಪರಿಶಿಷ್ಟ ವರ್ಗದ ಕಲ್ಯಾಣಾಧಿಕಾರಿ ಕಚೇರಿಗೆ ಅರ್ಜಿ ಸಲ್ಲಿಸಬಹುದು. ಹೆಚ್ಚಿನ ಮಾಹಿತಿಗೆ ದೂರವಾಣಿ ಸಂಖ್ಯೆ 0821-2427140 ಸಂಪರ್ಕಿಸಬಹುದು ಎಂದು ಪ್ರಕಟಣೆಯಲ್ಲಿ ತಿಳಿಸಿದ್ದಾರೆ.	[169, 1114, 514, 1188]
radio-box	[1128, 1511, 1480, 1842]
bottom-right-body: ಸಂಸ್ಥೆ, ಶ್ರೀರಾಮ ಪೇಟೆ, ಸಂಜೆ 6.30 ರಿಂದ ರಾತ್ರಿ 9.30ರವರೆಗೆ. ಚೈತ್ರ ಮಿತ್ರ: ಶ್ರೀ ಸತ್ಯಸಾಯಿ ಭಜನಾ ಮಂಡಳಿ, ಸಂಜೆ 6ಕ್ಕೆ. ಶ್ರೀ ಆಂಜನೇಯ ಸ್ವಾಮಿ ದೇವಸ್ಥಾನ: ವಿಶೇಷ ಪೂಜೆ, ಸ್ಥಳ: ಚಾಮುಂಡಿಪುರಂ, ಸಂಜೆ 7ಕ್ಕೆ. ಶ್ರೀ ರಾಮ ಸೇವಾ ಮಂಡಳಿ: ರಾಮೋತ್ಸವ, ಸ್ಥಳ: ಸರಸ್ವತಿಪುರಂ, ಸಂಜೆ 7ಕ್ಕೆ.	[1128, 1849, 1480, 1892]
event-item-text: ಆರೋಗ್ಯ ತಪಾಸಣಾ ಶಿಬಿರ. ಸ್ಥಳ: ಕುವೆಂಪುನಗರ, ಬೆಳಿಗ್ಗೆ 9ಕ್ಕೆ.	[773, 1631, 1116, 1658]
event-item-lead: ■ ಇನ್‌ಸ್ಟಿಟ್ಯೂಟ್ ಆಫ್ ಇಂಜಿನಿಯರ್ಸ್:	[773, 1583, 918, 1595]
event-item-lead: ■ ರೋಟರಿ ಮೈಸೂರು ಮಿಡ್‌ಟೌನ್ ಟ್ರಸ್ಟ್:	[773, 1631, 929, 1644]
story2-right-col: ವರ್ಷದ ನಡುವೆಯೇ ಕಾಲೇಜು ಶಿಕ್ಷಣ ಇಲಾಖೆಯ ತಯಾರಿಯಾಗಬೇಕು. ಪಠ್ಯಕ್ರಮದ ಜೊತೆಗೆ ಪಠ್ಯೇತರ ಚಟುವಟಿಕೆಗಳಿಗೂ ಆದ್ಯತೆ ನೀಡಬೇಕು. ವಿದ್ಯಾರ್ಥಿಗಳ ಸಮಗ್ರ ಅಭಿವೃದ್ಧಿಗೆ ಪೂರಕವಾದ ವಾತಾವರಣ ನಿರ್ಮಿಸಬೇಕು. ಈ ನಿಟ್ಟಿನಲ್ಲಿ ಶಿಕ್ಷಕರು ಹೆಚ್ಚಿನ ಜವಾಬ್ದಾರಿ ಹೊರಬೇಕು. ನ್ಯಾಕ್ ಮಾನ್ಯತೆ ಪಡೆಯಲು ಕಾಲೇಜುಗಳು ಸ್ವಯಂ ಅಧ್ಯಯನ ವರದಿ ಸಿದ್ಧಪಡಿಸಬೇಕು. ಶೈಕ್ಷಣಿಕ ಗುಣಮಟ್ಟ ವೃದ್ಧಿಯ ಜೊತೆಗೆ ಸಂಶೋಧನಾ ಚಟುವಟಿಕೆಗಳಿಗೆ ಒತ್ತು ನೀಡಬೇಕು. ಮಹಾರಾಣಿ ಮಹಿಳಾ ವಿಜ್ಞಾನ ಕಾಲೇಜಿನ ಪ್ರಾಂಶುಪಾಲ ಪ್ರೊ.ಎನ್.ಎಂ.ತಾಂತ್ರಿಕ ಸೇರಿದಂತೆ ಇತರರು ಉಪಸ್ಥಿತರಿದ್ದರು. ಕಾರ್ಯಾಗಾರದಲ್ಲಿ ವಲಯ ವ್ಯಾಪ್ತಿಯ ಕಾಲೇಜುಗಳ ಪ್ರಾಂಶುಪಾಲರು ಪಾಲ್ಗೊಂಡಿದ್ದರು.	[1305, 919, 1480, 1130]
